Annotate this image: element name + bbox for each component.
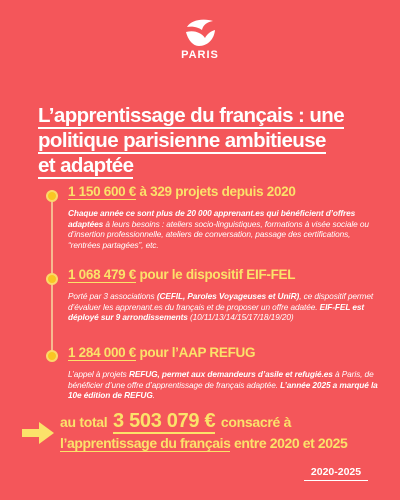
desc-text: L’appel à projets xyxy=(68,369,129,379)
total-line-2 xyxy=(60,435,347,451)
total-period: entre 2020 et 2025 xyxy=(230,435,348,451)
desc-text: . xyxy=(152,390,155,400)
section-heading-text: à 329 projets depuis 2020 xyxy=(136,184,296,199)
desc-bold: L’année 2025 a marqué la 10e édition de REFUG xyxy=(68,379,378,400)
section-description xyxy=(68,208,378,250)
timeline-dot-1 xyxy=(46,190,58,202)
desc-text: à leurs besoins : ateliers socio-linguistiques, formations à visée sociale ou d’insertion professionnelle, ateliers de conversation, passage des certifications, “rentrées partagées”, etc. xyxy=(68,218,369,250)
section-heading-text: pour le dispositif EIF-FEL xyxy=(136,267,296,282)
section-description xyxy=(68,369,378,401)
title-line-1: L’apprentissage du français : une xyxy=(38,104,345,127)
timeline-dot-2 xyxy=(46,273,58,285)
section-refug xyxy=(68,344,378,401)
total-amount: 3 503 079 € xyxy=(112,410,216,432)
total-suffix: consacré à xyxy=(217,414,292,430)
page-title xyxy=(38,103,368,178)
title-line-2: politique parisienne ambitieuse xyxy=(38,129,326,152)
desc-bold: EIF-FEL est déployé sur 9 arrondissements xyxy=(68,301,365,322)
paris-ship-icon xyxy=(183,18,217,48)
desc-bold: (CEFIL, Paroles Voyageuses et UniR) xyxy=(156,291,300,301)
timeline-dot-3 xyxy=(46,350,58,362)
section-heading xyxy=(68,183,378,200)
section-description xyxy=(68,291,378,323)
section-eif-fel xyxy=(68,266,378,323)
total-prefix: au total xyxy=(60,414,111,430)
section-amount: 1 284 000 € xyxy=(68,345,137,360)
arrow-right-icon xyxy=(22,422,54,444)
section-heading xyxy=(68,344,378,361)
desc-text: Porté par 3 associations xyxy=(68,291,157,301)
section-heading xyxy=(68,266,378,283)
title-line-3: et adaptée xyxy=(38,154,134,177)
logo-text: PARIS xyxy=(181,49,219,61)
desc-bold: Chaque année ce sont plus de 20 000 apprenant.es qui bénéficient d’offres adaptées xyxy=(68,208,356,229)
paris-logo xyxy=(176,18,224,61)
total-subject: l’apprentissage du français xyxy=(60,435,231,451)
desc-text: à Paris, de bénéficier d’une offre d’apprentissage de français adaptée. xyxy=(68,369,374,390)
desc-text: , ce dispositif permet d’évaluer les apprenant.es du français et de proposer un offre adatée. xyxy=(68,291,374,312)
desc-text: (10/11/13/14/15/17/18/19/20) xyxy=(187,312,294,322)
year-badge: 2020-2025 xyxy=(304,466,368,481)
desc-bold: REFUG, permet aux demandeurs d’asile et refugié.es xyxy=(128,369,333,379)
section-heading-text: pour l’AAP REFUG xyxy=(136,345,256,360)
section-projects xyxy=(68,183,378,250)
section-amount: 1 150 600 € xyxy=(68,184,137,199)
section-amount: 1 068 479 € xyxy=(68,267,137,282)
total-line-1 xyxy=(60,410,291,433)
